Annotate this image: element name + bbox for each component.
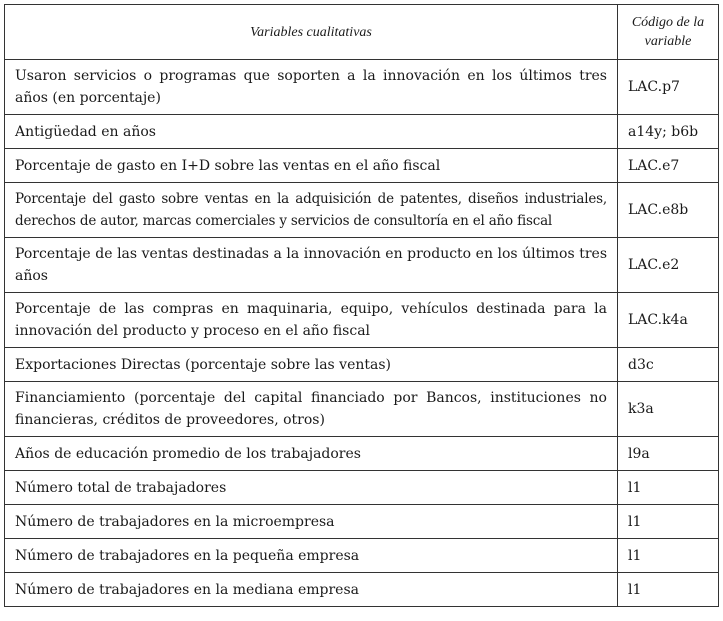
table-header-row [5,5,719,60]
code-cell: k3a [618,382,719,437]
code-cell: l1 [618,505,719,539]
code-cell: l1 [618,471,719,505]
variable-cell: Usaron servicios o programas que soporten a la innovación en los últimos tres años (en porcentaje) [5,60,618,115]
table-row [5,293,719,348]
table-row [5,60,719,115]
variable-cell: Porcentaje de las ventas destinadas a la innovación en producto en los últimos tres años [5,238,618,293]
code-cell: LAC.e2 [618,238,719,293]
code-cell: LAC.k4a [618,293,719,348]
code-cell: l9a [618,437,719,471]
code-cell: LAC.e8b [618,183,719,238]
code-cell: LAC.e7 [618,149,719,183]
variable-cell: Porcentaje del gasto sobre ventas en la adquisición de patentes, diseños industriales, derechos de autor, marcas comerciales y servicios de consultoría en el año fiscal [5,183,618,238]
variable-cell: Porcentaje de gasto en I+D sobre las ventas en el año fiscal [5,149,618,183]
table-row [5,149,719,183]
table-row [5,183,719,238]
variable-cell: Porcentaje de las compras en maquinaria, equipo, vehículos destinada para la innovación del producto y proceso en el año fiscal [5,293,618,348]
variable-cell: Número de trabajadores en la microempresa [5,505,618,539]
variable-cell: Número de trabajadores en la mediana empresa [5,573,618,607]
table-row [5,505,719,539]
code-cell: l1 [618,539,719,573]
table-row [5,238,719,293]
variable-cell: Número de trabajadores en la pequeña empresa [5,539,618,573]
variable-cell: Financiamiento (porcentaje del capital financiado por Bancos, instituciones no financieras, créditos de proveedores, otros) [5,382,618,437]
variable-cell: Años de educación promedio de los trabajadores [5,437,618,471]
variable-cell: Número total de trabajadores [5,471,618,505]
table-row [5,348,719,382]
table-row [5,115,719,149]
code-cell: LAC.p7 [618,60,719,115]
table-row [5,573,719,607]
code-cell: a14y; b6b [618,115,719,149]
header-variables: Variables cualitativas [5,5,618,60]
code-cell: l1 [618,573,719,607]
table-row [5,437,719,471]
header-code: Código de la variable [618,5,719,60]
code-cell: d3c [618,348,719,382]
table-row [5,382,719,437]
variables-table [4,4,719,607]
table-row [5,471,719,505]
variable-cell: Exportaciones Directas (porcentaje sobre las ventas) [5,348,618,382]
variable-cell: Antigüedad en años [5,115,618,149]
table-row [5,539,719,573]
